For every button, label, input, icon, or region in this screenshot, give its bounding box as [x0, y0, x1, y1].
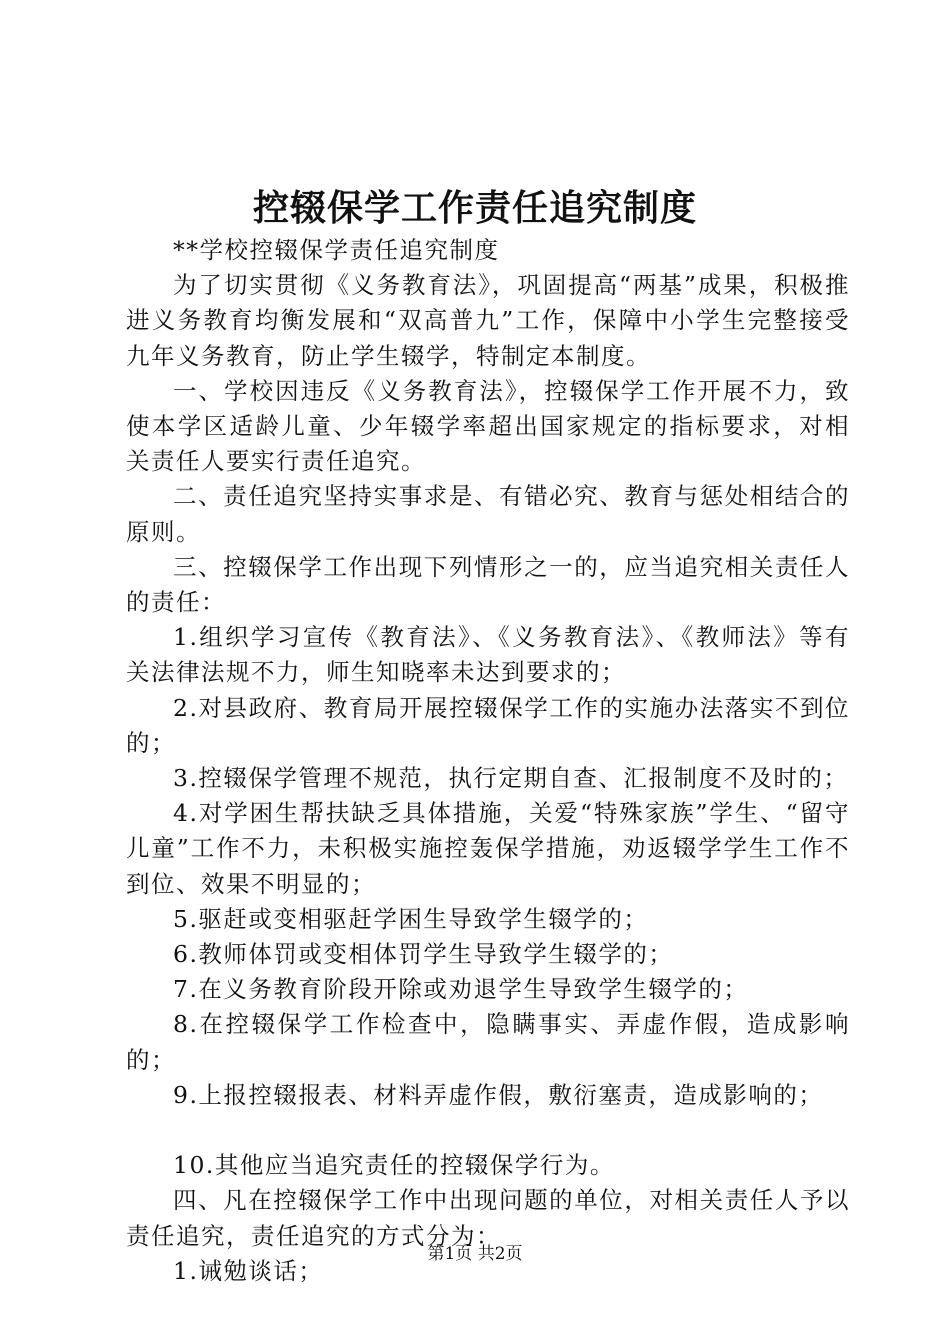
list-item: 4.对学困生帮扶缺乏具体措施，关爱“特殊家族”学生、“留守儿童”工作不力，未积极实施控轰保学措施，劝返辍学学生工作不到位、效果不明显的；: [126, 799, 850, 898]
list-item: 7.在义务教育阶段开除或劝退学生导致学生辍学的；: [173, 975, 749, 1004]
list-item: 8.在控辍保学工作检查中，隐瞒事实、弄虚作假，造成影响的；: [126, 1010, 850, 1074]
document-body: [126, 233, 850, 1289]
page-footer: 第1页 共2页: [427, 1244, 523, 1264]
document-subtitle: **学校控辍保学责任追究制度: [173, 236, 500, 264]
document-title: 控辍保学工作责任追究制度: [252, 187, 697, 229]
list-item: 10.其他应当追究责任的控辍保学行为。: [173, 1151, 615, 1180]
list-item: 6.教师体罚或变相体罚学生导致学生辍学的；: [173, 940, 674, 969]
list-item: 1.诫勉谈话；: [173, 1256, 324, 1285]
paragraph-section-1: 一、学校因违反《义务教育法》，控辍保学工作开展不力，致使本学区适龄儿童、少年辍学率超出国家规定的指标要求，对相关责任人要实行责任追究。: [126, 376, 850, 476]
paragraph-section-3: 三、控辍保学工作出现下列情形之一的，应当追究相关责任人的责任：: [126, 552, 850, 617]
list-item: 9.上报控辍报表、材料弄虚作假，敷衍塞责，造成影响的；: [173, 1080, 824, 1109]
paragraph-section-4: 四、凡在控辍保学工作中出现问题的单位，对相关责任人予以责任追究，责任追究的方式分为：: [126, 1186, 850, 1250]
paragraph-section-2: 二、责任追究坚持实事求是、有错必究、教育与惩处相结合的原则。: [126, 482, 850, 546]
list-item: 2.对县政府、教育局开展控辍保学工作的实施办法落实不到位的；: [126, 693, 850, 757]
list-item: 3.控辍保学管理不规范，执行定期自查、汇报制度不及时的；: [173, 764, 849, 793]
paragraph-intro: 为了切实贯彻《义务教育法》，巩固提高“两基”成果，积极推进义务教育均衡发展和“双高普九”工作，保障中小学生完整接受九年义务教育，防止学生辍学，特制定本制度。: [126, 271, 850, 370]
list-item: 5.驱赶或变相驱赶学困生导致学生辍学的；: [173, 904, 649, 933]
list-item: 1.组织学习宣传《教育法》、《义务教育法》、《教师法》等有关法律法规不力，师生知晓率未达到要求的；: [126, 623, 850, 687]
